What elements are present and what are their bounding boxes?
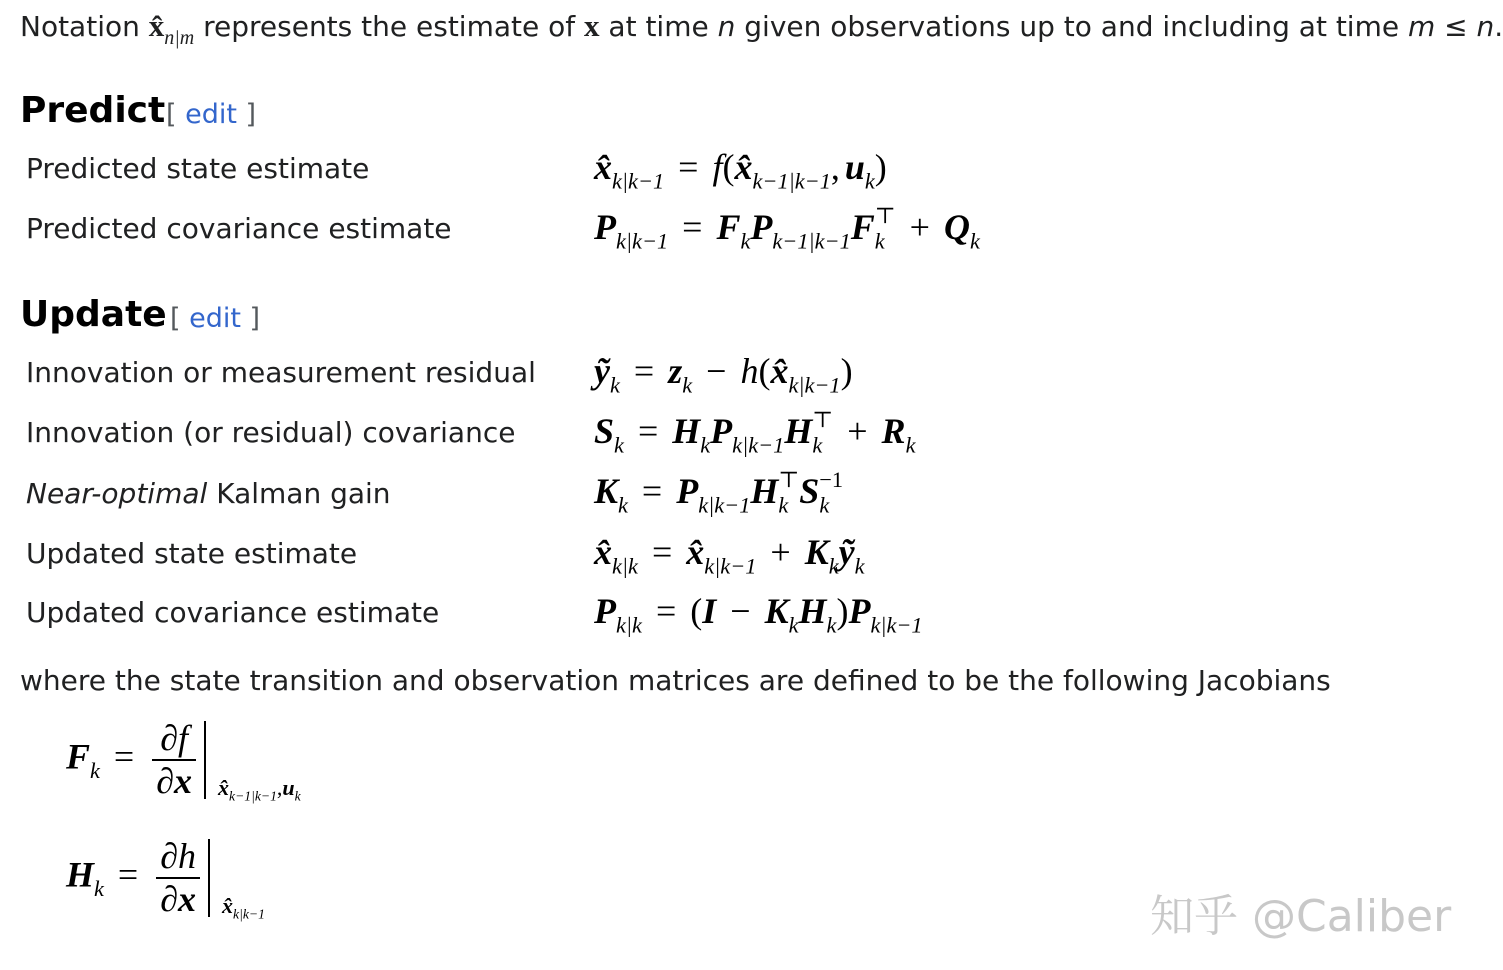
kalman-gain-formula: $K_k = P_{k|k-1}H_k^⊤S_k^{-1}$ [594,467,843,518]
update-edit-link[interactable]: [ edit ] [170,303,261,334]
innovation-residual-label: Innovation or measurement residual [26,356,536,389]
jacobian-h-formula: $H_k$ = $\frac{\partial h}{\partial x}$ $x̂_{k|k-1}$ [66,836,265,923]
updated-state-formula: $x̂_{k|k}$ = $x̂_{k|k-1}$ + $K_kỹ_k$ [594,532,865,579]
jacobian-intro: where the state transition and observation matrices are defined to be the following Jacobians [20,664,1331,697]
kalman-gain-label: Near-optimal Kalman gain [26,477,391,510]
innovation-residual-formula: ỹ$_k$ = $z_k$ − $h(x̂_{k|k-1})$ [594,351,853,398]
updated-state-label: Updated state estimate [26,537,358,570]
predicted-state-formula: $x̂_{k|k-1}$ = $f(x̂_{k-1|k-1}$, $u_k$) [594,147,887,194]
notation-symbol: $x̂_{n|m}$ [148,8,195,49]
update-heading: Update [20,294,167,335]
updated-covariance-formula: $P_{k|k} = (I - K_kH_k)P_{k|k-1}$ [594,591,923,638]
jacobian-f-formula: $F_k$ = $\frac{\partial f}{\partial x}$ $x̂_{k-1|k-1},u_k$ [66,718,301,805]
zhihu-watermark: 知乎 @Caliber [1150,891,1452,942]
predict-edit-link[interactable]: [ edit ] [166,99,257,130]
edit-link[interactable]: edit [189,303,241,334]
updated-covariance-label: Updated covariance estimate [26,596,440,629]
innovation-covariance-label: Innovation (or residual) covariance [26,416,516,449]
predicted-covariance-label: Predicted covariance estimate [26,212,452,245]
predicted-covariance-formula: $P_{k|k-1} = F_kP_{k-1|k-1}F_k^⊤ + Q_k$ [594,203,980,254]
predict-heading: Predict [20,90,166,131]
predicted-state-label: Predicted state estimate [26,152,370,185]
notation-sentence: Notation $x̂_{n|m}$ represents the estimate of x at time n given observations up to and including at time m ≤ n. [20,8,1503,49]
innovation-covariance-formula: $S_k = H_kP_{k|k-1}H_k^⊤ + R_k$ [594,407,916,458]
edit-link[interactable]: edit [185,99,237,130]
